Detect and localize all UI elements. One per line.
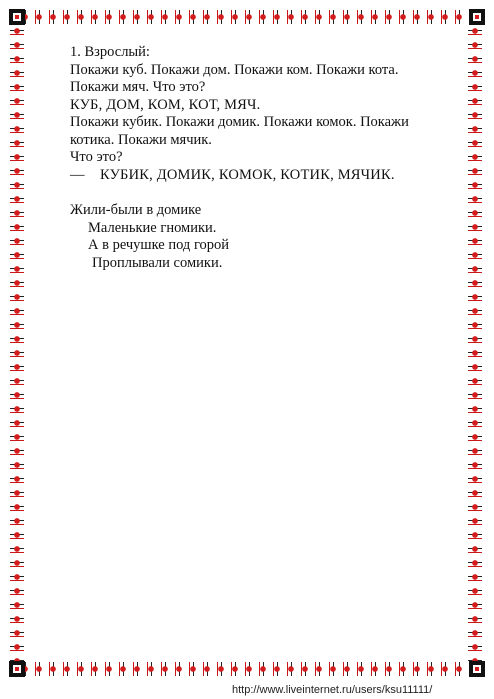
exercise-heading: 1. Взрослый:: [70, 44, 150, 60]
ornamental-border-right: [468, 24, 482, 662]
corner-ornament-top-left: [9, 9, 25, 25]
exercise-line: Покажи мяч. Что это?: [70, 79, 206, 95]
ornamental-border-left: [10, 24, 24, 662]
poem-line: Жили-были в домике: [70, 202, 202, 218]
poem-line: Маленькие гномики.: [88, 219, 217, 236]
corner-ornament-bottom-right: [469, 661, 485, 677]
exercise-answer-line: [70, 167, 450, 185]
exercise-line: Покажи кубик. Покажи домик. Покажи комок. Покажи: [70, 114, 409, 130]
ornamental-border-top: [18, 10, 476, 24]
ornamental-border-bottom: [18, 662, 476, 676]
poem-line: А в речушке под горой: [88, 237, 230, 253]
exercise-line: Покажи куб. Покажи дом. Покажи ком. Покажи кота.: [70, 61, 399, 78]
exercise-line: Что это?: [70, 149, 123, 165]
exercise-line: котика. Покажи мячик.: [70, 131, 212, 148]
watermark-url: http://www.liveinternet.ru/users/ksu11111/: [232, 684, 433, 696]
exercise-line: КУБ, ДОМ, КОМ, КОТ, МЯЧ.: [70, 96, 261, 113]
poem-line: Проплывали сомики.: [92, 254, 223, 271]
page-text: [70, 44, 450, 272]
em-dash: —: [70, 166, 85, 183]
corner-ornament-bottom-left: [9, 661, 25, 677]
exercise-answer: КУБИК, ДОМИК, КОМОК, КОТИК, МЯЧИК.: [100, 166, 395, 183]
corner-ornament-top-right: [469, 9, 485, 25]
